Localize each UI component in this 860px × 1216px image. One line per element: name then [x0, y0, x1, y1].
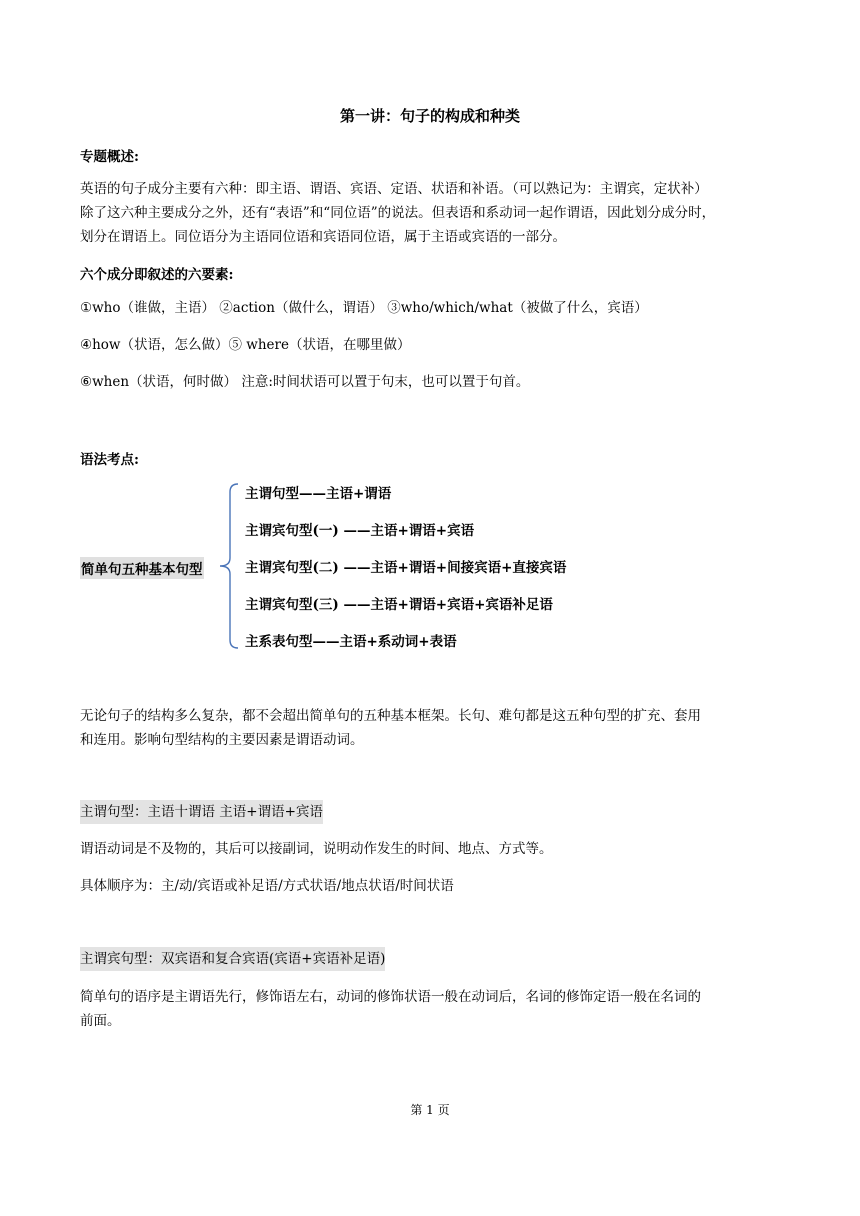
pattern-1: 主谓句型——主语+谓语: [245, 486, 392, 502]
sv-section-line-1: 谓语动词是不及物的，其后可以接副词，说明动作发生的时间、地点、方式等。: [80, 841, 553, 857]
curly-brace: [214, 480, 244, 652]
sv-section-heading: 主谓句型：主语十谓语 主语+谓语+宾语: [80, 800, 323, 824]
pattern-2: 主谓宾句型(一) ——主语+谓语+宾语: [245, 523, 475, 539]
pattern-4: 主谓宾句型(三) ——主语+谓语+宾语+宾语补足语: [245, 597, 553, 613]
structure-label: 简单句五种基本句型: [80, 557, 204, 579]
six-elements-line-1: ①who（谁做，主语） ②action（做什么，谓语） ③who/which/what（被做了什么，宾语）: [80, 300, 648, 316]
page-title: 第一讲：句子的构成和种类: [339, 107, 520, 125]
pattern-5: 主系表句型——主语+系动词+表语: [245, 634, 457, 650]
sv-section-line-2: 具体顺序为：主/动/宾语或补足语/方式状语/地点状语/时间状语: [80, 878, 454, 894]
six-elements-line-3: ⑥when（状语，何时做） 注意:时间状语可以置于句末，也可以置于句首。: [80, 374, 530, 390]
overview-heading: 专题概述:: [80, 149, 139, 165]
pattern-3: 主谓宾句型(二) ——主语+谓语+间接宾语+直接宾语: [245, 560, 567, 576]
overview-line-2: 除了这六种主要成分之外，还有“表语”和“同位语”的说法。但表语和系动词一起作谓语，因此划分成分时，: [80, 205, 716, 221]
svo-section-heading: 主谓宾句型：双宾语和复合宾语(宾语+宾语补足语): [80, 947, 385, 971]
six-elements-heading: 六个成分即叙述的六要素:: [80, 267, 234, 283]
page-number: 第 1 页: [410, 1103, 450, 1117]
svo-section-line-1: 简单句的语序是主谓语先行，修饰语左右，动词的修饰状语一般在动词后，名词的修饰定语一般在名词的: [80, 989, 701, 1005]
overview-line-3: 划分在谓语上。同位语分为主语同位语和宾语同位语，属于主语或宾语的一部分。: [80, 229, 566, 245]
summary-line-2: 和连用。影响句型结构的主要因素是谓语动词。: [80, 732, 364, 748]
summary-line-1: 无论句子的结构多么复杂，都不会超出简单句的五种基本框架。长句、难句都是这五种句型的扩充、套用: [80, 708, 701, 724]
grammar-heading: 语法考点:: [80, 452, 139, 468]
svo-section-line-2: 前面。: [80, 1013, 121, 1029]
six-elements-line-2: ④how（状语，怎么做）⑤ where（状语，在哪里做）: [80, 337, 411, 353]
overview-line-1: 英语的句子成分主要有六种：即主语、谓语、宾语、定语、状语和补语。（可以熟记为：主谓宾，定状补）: [80, 181, 708, 197]
